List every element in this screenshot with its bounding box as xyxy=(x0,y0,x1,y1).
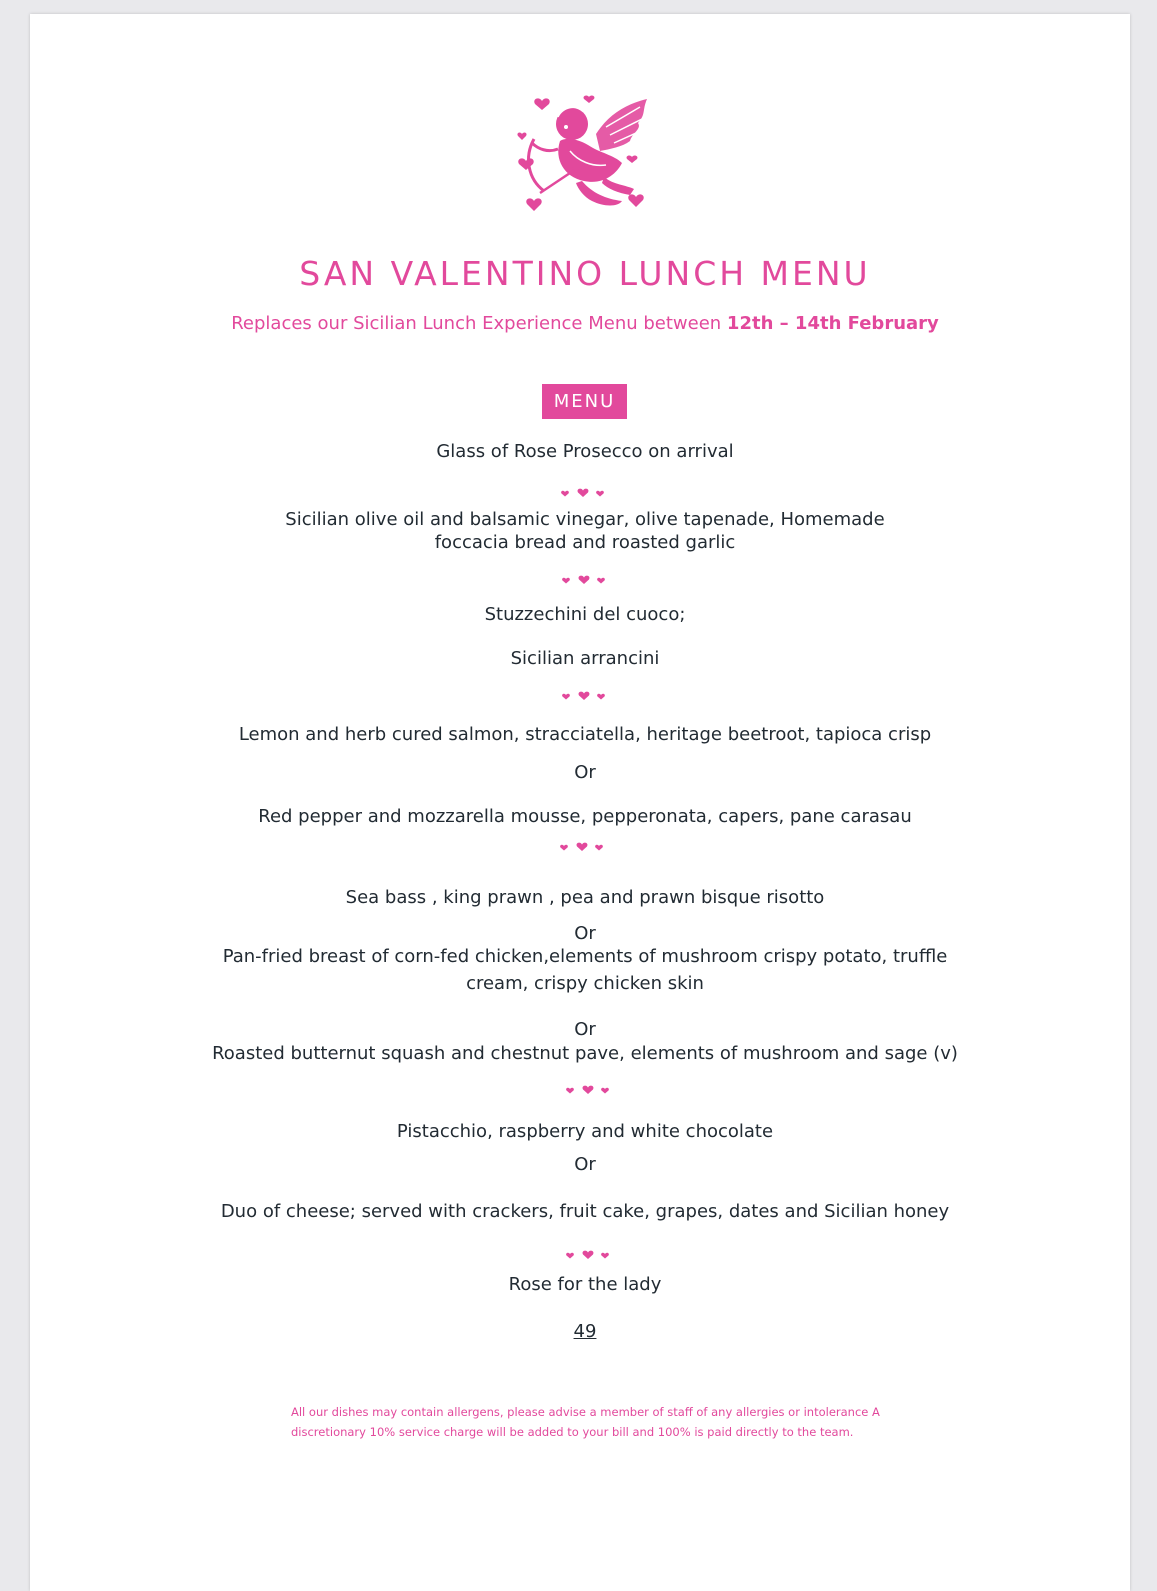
menu-item-rose: Rose for the lady xyxy=(508,1274,662,1295)
menu-page xyxy=(30,14,1130,1591)
menu-or-1: Or xyxy=(574,762,596,783)
hearts-divider-icon xyxy=(556,574,616,588)
hearts-divider-icon xyxy=(556,690,616,704)
menu-item-bread-line-2: foccacia bread and roasted garlic xyxy=(434,532,736,553)
allergen-notice xyxy=(291,1402,911,1442)
hearts-divider-icon xyxy=(560,1084,620,1098)
allergen-line-2: discretionary 10% service charge will be added to your bill and 100% is paid directly to the team. xyxy=(291,1425,854,1439)
menu-item-arrancini: Sicilian arrancini xyxy=(510,648,660,669)
menu-item-starter-2: Red pepper and mozzarella mousse, pepperonata, capers, pane carasau xyxy=(258,806,912,827)
menu-or-2: Or xyxy=(574,923,596,944)
menu-item-main-3: Roasted butternut squash and chestnut pave, elements of mushroom and sage (v) xyxy=(212,1043,958,1064)
hearts-divider-icon xyxy=(555,487,615,501)
hearts-divider-icon xyxy=(554,841,614,855)
menu-item-arrival: Glass of Rose Prosecco on arrival xyxy=(436,441,734,462)
menu-item-dessert-2: Duo of cheese; served with crackers, fruit cake, grapes, dates and Sicilian honey xyxy=(220,1201,950,1222)
menu-or-3: Or xyxy=(574,1019,596,1040)
subtitle xyxy=(30,313,1140,334)
cupid-icon xyxy=(514,89,654,219)
menu-item-main-2-line-2: cream, crispy chicken skin xyxy=(466,973,704,994)
menu-item-main-1: Sea bass , king prawn , pea and prawn bisque risotto xyxy=(345,887,825,908)
menu-item-dessert-1: Pistacchio, raspberry and white chocolate xyxy=(396,1121,774,1142)
subtitle-dates: 12th – 14th February xyxy=(726,313,939,334)
menu-item-starter-1: Lemon and herb cured salmon, stracciatella, heritage beetroot, tapioca crisp xyxy=(238,724,932,745)
menu-item-bread-line-1: Sicilian olive oil and balsamic vinegar, olive tapenade, Homemade xyxy=(285,509,885,530)
menu-item-stuzzechini: Stuzzechini del cuoco; xyxy=(484,604,686,625)
menu-or-4: Or xyxy=(574,1154,596,1175)
page-title: SAN VALENTINO LUNCH MENU xyxy=(299,254,871,293)
hearts-divider-icon xyxy=(560,1249,620,1263)
menu-price: 49 xyxy=(573,1321,597,1342)
menu-badge: MENU xyxy=(542,384,627,419)
subtitle-text: Replaces our Sicilian Lunch Experience Menu between xyxy=(231,313,727,334)
allergen-line-1: All our dishes may contain allergens, please advise a member of staff of any allergies or intolerance A xyxy=(291,1405,880,1419)
menu-item-main-2-line-1: Pan-fried breast of corn-fed chicken,elements of mushroom crispy potato, truffle xyxy=(222,946,948,967)
